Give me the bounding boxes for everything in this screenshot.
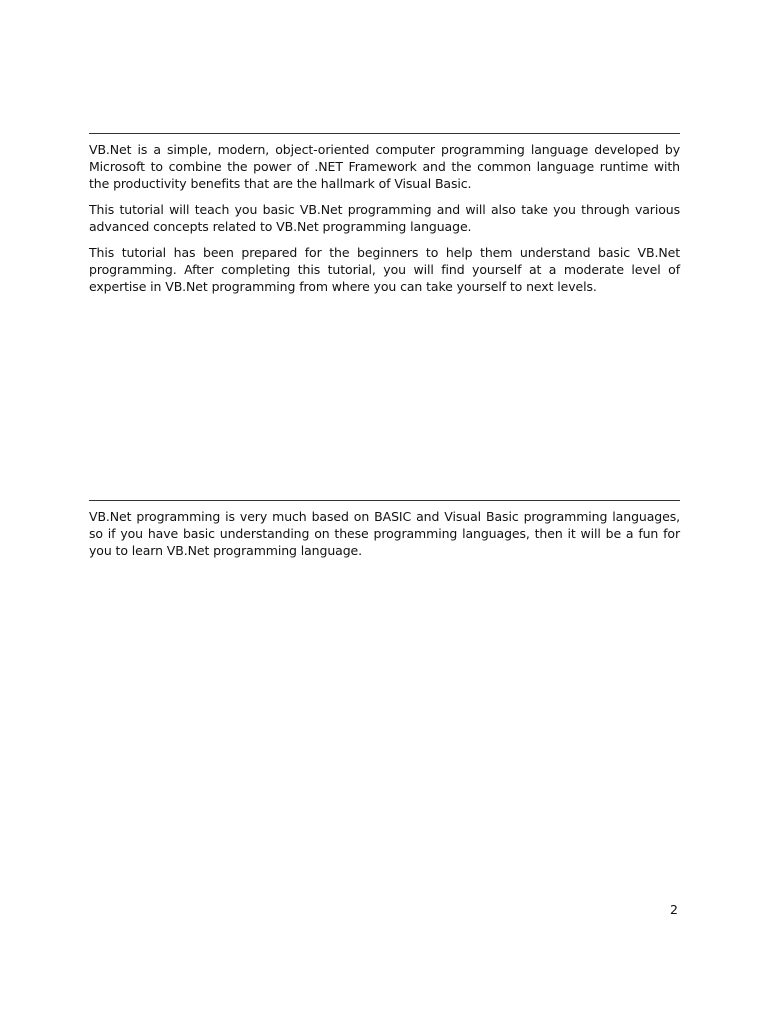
section-divider <box>89 500 680 501</box>
page-number: 2 <box>670 902 678 917</box>
paragraph: VB.Net programming is very much based on BASIC and Visual Basic programming languages, so if you have basic understanding on these programming languages, then it will be a fun for you to learn VB.Net programming language. <box>89 509 680 558</box>
prerequisites-section <box>89 500 680 568</box>
section-divider <box>89 133 680 134</box>
paragraph: VB.Net is a simple, modern, object-oriented computer programming language developed by Microsoft to combine the power of .NET Framework and the common language runtime with the productivity benefits that are the hallmark of Visual Basic. <box>89 142 680 191</box>
paragraph: This tutorial has been prepared for the beginners to help them understand basic VB.Net programming. After completing this tutorial, you will find yourself at a moderate level of expertise in VB.Net programming from where you can take yourself to next levels. <box>89 245 680 294</box>
about-section <box>89 133 680 304</box>
paragraph: This tutorial will teach you basic VB.Net programming and will also take you through various advanced concepts related to VB.Net programming language. <box>89 202 680 234</box>
